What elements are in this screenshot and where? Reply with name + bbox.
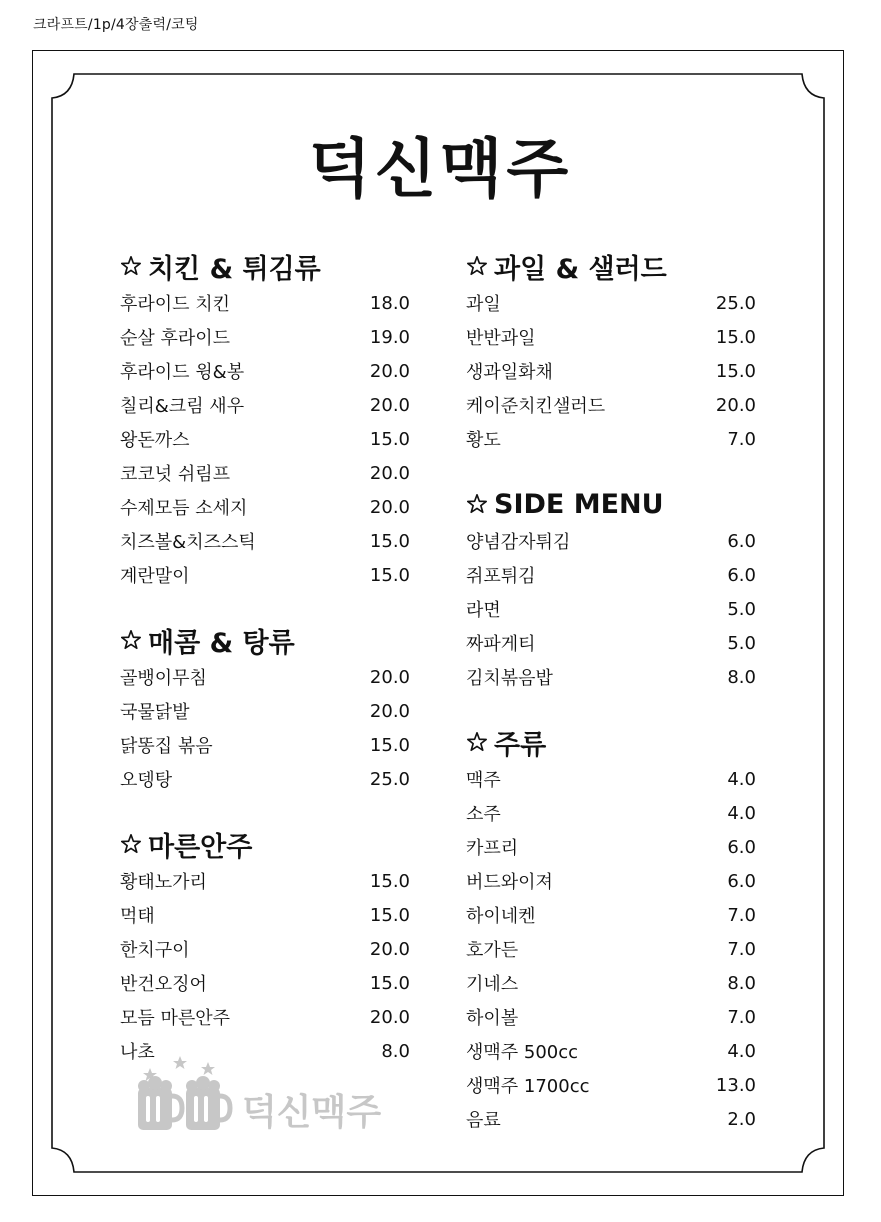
- item-price: 20.0: [369, 666, 410, 688]
- star-icon: [120, 629, 142, 651]
- section-heading: [466, 484, 756, 524]
- item-name: 케이준치킨샐러드: [466, 396, 606, 417]
- menu-item: [466, 558, 756, 592]
- item-price: 7.0: [727, 1006, 756, 1028]
- item-name: 김치볶음밥: [466, 668, 553, 689]
- menu-item: [466, 626, 756, 660]
- item-price: 25.0: [715, 292, 756, 314]
- menu-item: [120, 524, 410, 558]
- menu-section: [120, 620, 410, 796]
- star-icon: [466, 731, 488, 753]
- menu-item: [120, 456, 410, 490]
- menu-item: [466, 1102, 756, 1136]
- item-name: 반반과일: [466, 328, 536, 349]
- item-name: 나초: [120, 1042, 155, 1063]
- item-price: 20.0: [369, 360, 410, 382]
- menu-item: [120, 320, 410, 354]
- item-price: 7.0: [727, 938, 756, 960]
- item-name: 먹태: [120, 906, 155, 927]
- item-price: 15.0: [369, 870, 410, 892]
- item-price: 20.0: [715, 394, 756, 416]
- item-name: 후라이드 치킨: [120, 294, 231, 315]
- menu-item: [466, 524, 756, 558]
- menu-item: [466, 592, 756, 626]
- item-name: 음료: [466, 1110, 501, 1131]
- item-name: 카프리: [466, 838, 519, 859]
- section-heading: [120, 824, 410, 864]
- item-price: 15.0: [715, 360, 756, 382]
- menu-item: [466, 422, 756, 456]
- item-price: 20.0: [369, 938, 410, 960]
- section-heading-text: 과일 & 샐러드: [494, 253, 667, 285]
- item-name: 맥주: [466, 770, 501, 791]
- watermark-text: 덕신맥주: [242, 1092, 382, 1133]
- item-name: 라면: [466, 600, 501, 621]
- item-price: 13.0: [715, 1074, 756, 1096]
- menu-item: [120, 422, 410, 456]
- section-heading-text: 매콤 & 탕류: [148, 627, 295, 659]
- menu-item: [120, 898, 410, 932]
- right-column: [466, 246, 756, 1136]
- item-name: 하이네켄: [466, 906, 536, 927]
- section-heading: [466, 246, 756, 286]
- item-price: 20.0: [369, 462, 410, 484]
- item-name: 생맥주 1700cc: [466, 1076, 590, 1097]
- item-price: 7.0: [727, 428, 756, 450]
- item-price: 18.0: [369, 292, 410, 314]
- menu-item: [120, 388, 410, 422]
- watermark-logo: [136, 1054, 416, 1134]
- menu-item: [466, 1034, 756, 1068]
- menu-item: [466, 1068, 756, 1102]
- item-price: 7.0: [727, 904, 756, 926]
- menu-item: [466, 660, 756, 694]
- item-price: 19.0: [369, 326, 410, 348]
- menu-item: [466, 388, 756, 422]
- item-name: 생과일화채: [466, 362, 553, 383]
- item-price: 20.0: [369, 394, 410, 416]
- item-name: 소주: [466, 804, 501, 825]
- item-name: 순살 후라이드: [120, 328, 231, 349]
- item-name: 왕돈까스: [120, 430, 190, 451]
- item-name: 후라이드 윙&봉: [120, 362, 245, 383]
- left-column: [120, 246, 410, 1068]
- menu-item: [120, 354, 410, 388]
- section-heading: [120, 620, 410, 660]
- item-name: 계란말이: [120, 566, 190, 587]
- section-heading: [466, 722, 756, 762]
- section-heading-text: 마른안주: [148, 831, 253, 863]
- menu-item: [120, 490, 410, 524]
- section-heading: [120, 246, 410, 286]
- menu-section: [466, 484, 756, 694]
- item-name: 모듬 마른안주: [120, 1008, 231, 1029]
- item-price: 6.0: [727, 564, 756, 586]
- item-name: 황태노가리: [120, 872, 207, 893]
- item-name: 버드와이져: [466, 872, 553, 893]
- menu-section: [466, 246, 756, 456]
- star-icon: [120, 833, 142, 855]
- menu-item: [120, 1000, 410, 1034]
- menu-item: [466, 320, 756, 354]
- item-name: 치즈볼&치즈스틱: [120, 532, 256, 553]
- menu-item: [466, 762, 756, 796]
- menu-item: [466, 354, 756, 388]
- menu-item: [466, 966, 756, 1000]
- menu-item: [120, 728, 410, 762]
- item-name: 과일: [466, 294, 501, 315]
- item-name: 수제모듬 소세지: [120, 498, 248, 519]
- item-name: 황도: [466, 430, 501, 451]
- item-name: 호가든: [466, 940, 519, 961]
- menu-item: [120, 762, 410, 796]
- item-price: 20.0: [369, 496, 410, 518]
- item-name: 닭똥집 볶음: [120, 736, 213, 757]
- menu-item: [120, 286, 410, 320]
- item-price: 4.0: [727, 768, 756, 790]
- item-price: 25.0: [369, 768, 410, 790]
- item-name: 양념감자튀김: [466, 532, 571, 553]
- item-name: 국물닭발: [120, 702, 190, 723]
- item-name: 한치구이: [120, 940, 190, 961]
- section-heading-text: 치킨 & 튀김류: [148, 253, 321, 285]
- print-note: 크라프트/1p/4장출력/코팅: [33, 17, 199, 33]
- item-name: 반건오징어: [120, 974, 207, 995]
- item-price: 15.0: [369, 428, 410, 450]
- item-price: 8.0: [727, 972, 756, 994]
- item-price: 2.0: [727, 1108, 756, 1130]
- menu-section: [466, 722, 756, 1136]
- item-price: 5.0: [727, 598, 756, 620]
- item-name: 코코넛 쉬림프: [120, 464, 231, 485]
- item-price: 15.0: [715, 326, 756, 348]
- item-name: 짜파게티: [466, 634, 536, 655]
- item-price: 20.0: [369, 1006, 410, 1028]
- item-name: 하이볼: [466, 1008, 519, 1029]
- menu-item: [120, 694, 410, 728]
- item-price: 8.0: [381, 1040, 410, 1062]
- menu-item: [466, 830, 756, 864]
- item-price: 15.0: [369, 972, 410, 994]
- item-price: 6.0: [727, 870, 756, 892]
- item-price: 6.0: [727, 530, 756, 552]
- menu-item: [466, 1000, 756, 1034]
- menu-item: [120, 558, 410, 592]
- item-price: 6.0: [727, 836, 756, 858]
- item-name: 쥐포튀김: [466, 566, 536, 587]
- item-price: 4.0: [727, 802, 756, 824]
- menu-section: [120, 246, 410, 592]
- menu-section: [120, 824, 410, 1068]
- item-name: 칠리&크림 새우: [120, 396, 245, 417]
- beer-mugs-icon: [136, 1054, 236, 1134]
- item-price: 15.0: [369, 734, 410, 756]
- page-title: 덕신맥주: [308, 133, 573, 207]
- star-icon: [466, 255, 488, 277]
- star-icon: [466, 493, 488, 515]
- menu-item: [466, 796, 756, 830]
- menu-item: [120, 864, 410, 898]
- menu-item: [120, 966, 410, 1000]
- section-heading-text: 주류: [494, 729, 547, 761]
- item-name: 골뱅이무침: [120, 668, 207, 689]
- menu-item: [466, 864, 756, 898]
- item-price: 4.0: [727, 1040, 756, 1062]
- menu-item: [466, 286, 756, 320]
- item-price: 15.0: [369, 904, 410, 926]
- item-name: 오뎅탕: [120, 770, 173, 791]
- item-price: 15.0: [369, 530, 410, 552]
- item-price: 5.0: [727, 632, 756, 654]
- menu-item: [120, 932, 410, 966]
- item-name: 기네스: [466, 974, 519, 995]
- section-heading-text: SIDE MENU: [494, 488, 664, 520]
- star-icon: [120, 255, 142, 277]
- item-price: 8.0: [727, 666, 756, 688]
- item-price: 20.0: [369, 700, 410, 722]
- menu-item: [466, 898, 756, 932]
- item-name: 생맥주 500cc: [466, 1042, 579, 1063]
- item-price: 15.0: [369, 564, 410, 586]
- menu-item: [466, 932, 756, 966]
- menu-item: [120, 660, 410, 694]
